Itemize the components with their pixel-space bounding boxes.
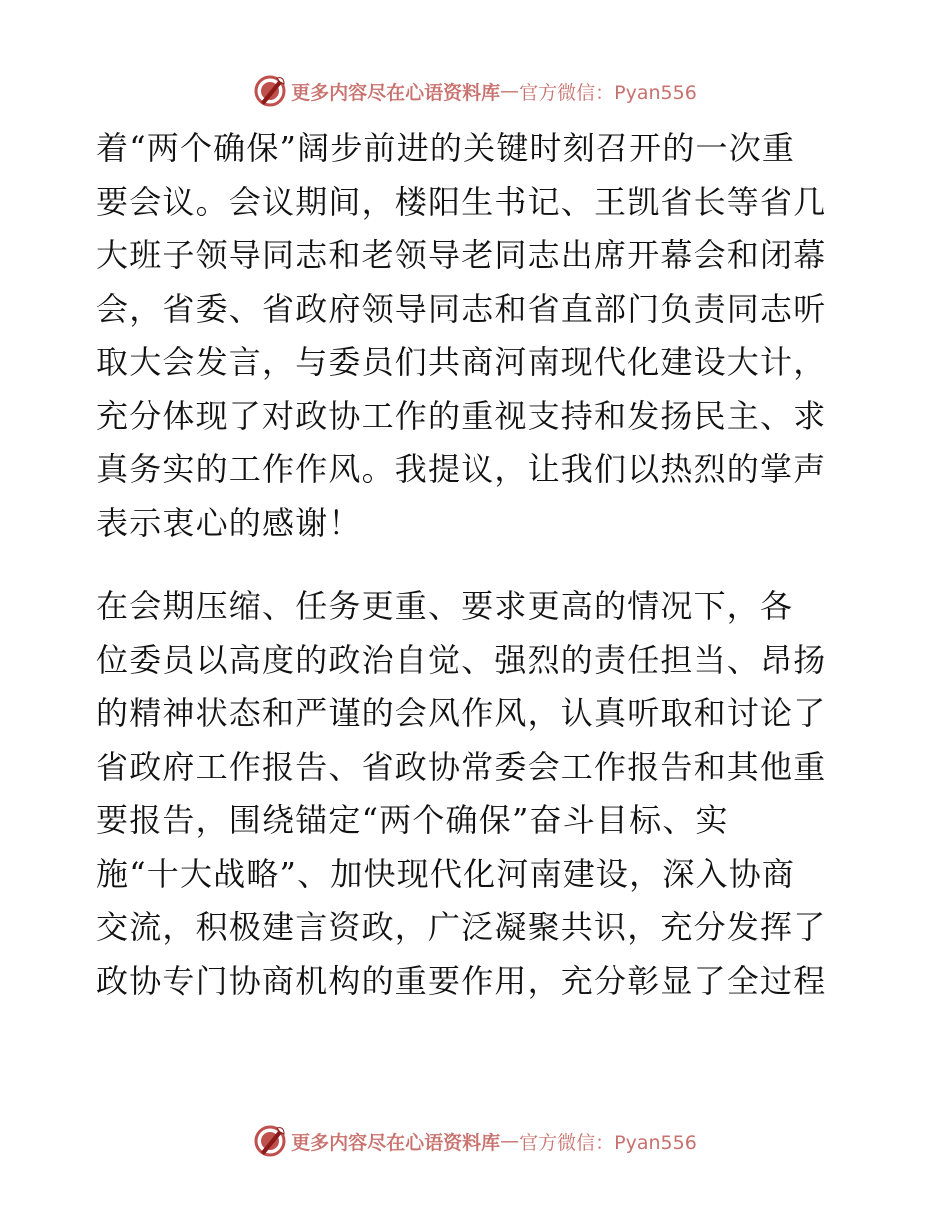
- paragraph: [96, 580, 856, 1008]
- text-line: 着“两个确保”阔步前进的关键时刻召开的一次重: [96, 129, 796, 167]
- text-line: 要会议。会议期间，楼阳生书记、王凯省长等省几: [96, 182, 827, 221]
- header-watermark-banner: [0, 71, 950, 111]
- footer-watermark-banner: [0, 1121, 950, 1161]
- banner-main-text: 更多内容尽在心语资料库: [291, 1131, 501, 1154]
- text-line: 表示衷心的感谢！: [96, 503, 362, 542]
- text-line: 施“十大战略”、加快现代化河南建设，深入协商: [96, 854, 796, 893]
- quill-logo-icon: [253, 1124, 287, 1158]
- text-line: 充分体现了对政协工作的重视支持和发扬民主、求: [96, 396, 827, 435]
- text-line: 大班子领导同志和老领导老同志出席开幕会和闭幕: [96, 236, 827, 274]
- text-line: 政协专门协商机构的重要作用，充分彰显了全过程: [96, 961, 827, 1000]
- text-line: 取大会发言，与委员们共商河南现代化建设大计，: [96, 343, 827, 381]
- paragraph-spacer: [96, 550, 856, 580]
- banner-separator: —: [500, 1130, 520, 1152]
- text-line: 在会期压缩、任务更重、要求更高的情况下，各: [96, 587, 794, 625]
- banner-wechat-text: 官方微信：Pyan556: [519, 81, 697, 104]
- quill-logo-icon: [253, 74, 287, 108]
- paragraph: [96, 122, 856, 550]
- banner-separator: —: [500, 80, 520, 102]
- banner-main-text: 更多内容尽在心语资料库: [291, 81, 501, 104]
- banner-wechat-text: 官方微信：Pyan556: [519, 1131, 697, 1154]
- text-line: 省政府工作报告、省政协常委会工作报告和其他重: [96, 747, 827, 786]
- text-line: 会，省委、省政府领导同志和省直部门负责同志听: [96, 289, 827, 328]
- text-line: 的精神状态和严谨的会风作风，认真听取和讨论了: [96, 694, 827, 732]
- text-line: 交流，积极建言资政，广泛凝聚共识，充分发挥了: [96, 908, 827, 946]
- text-line: 真务实的工作作风。我提议，让我们以热烈的掌声: [96, 450, 827, 488]
- text-line: 要报告，围绕锚定“两个确保”奋斗目标、实: [96, 801, 729, 839]
- document-body: [96, 122, 856, 1008]
- text-line: 位委员以高度的政治自觉、强烈的责任担当、昂扬: [96, 640, 827, 679]
